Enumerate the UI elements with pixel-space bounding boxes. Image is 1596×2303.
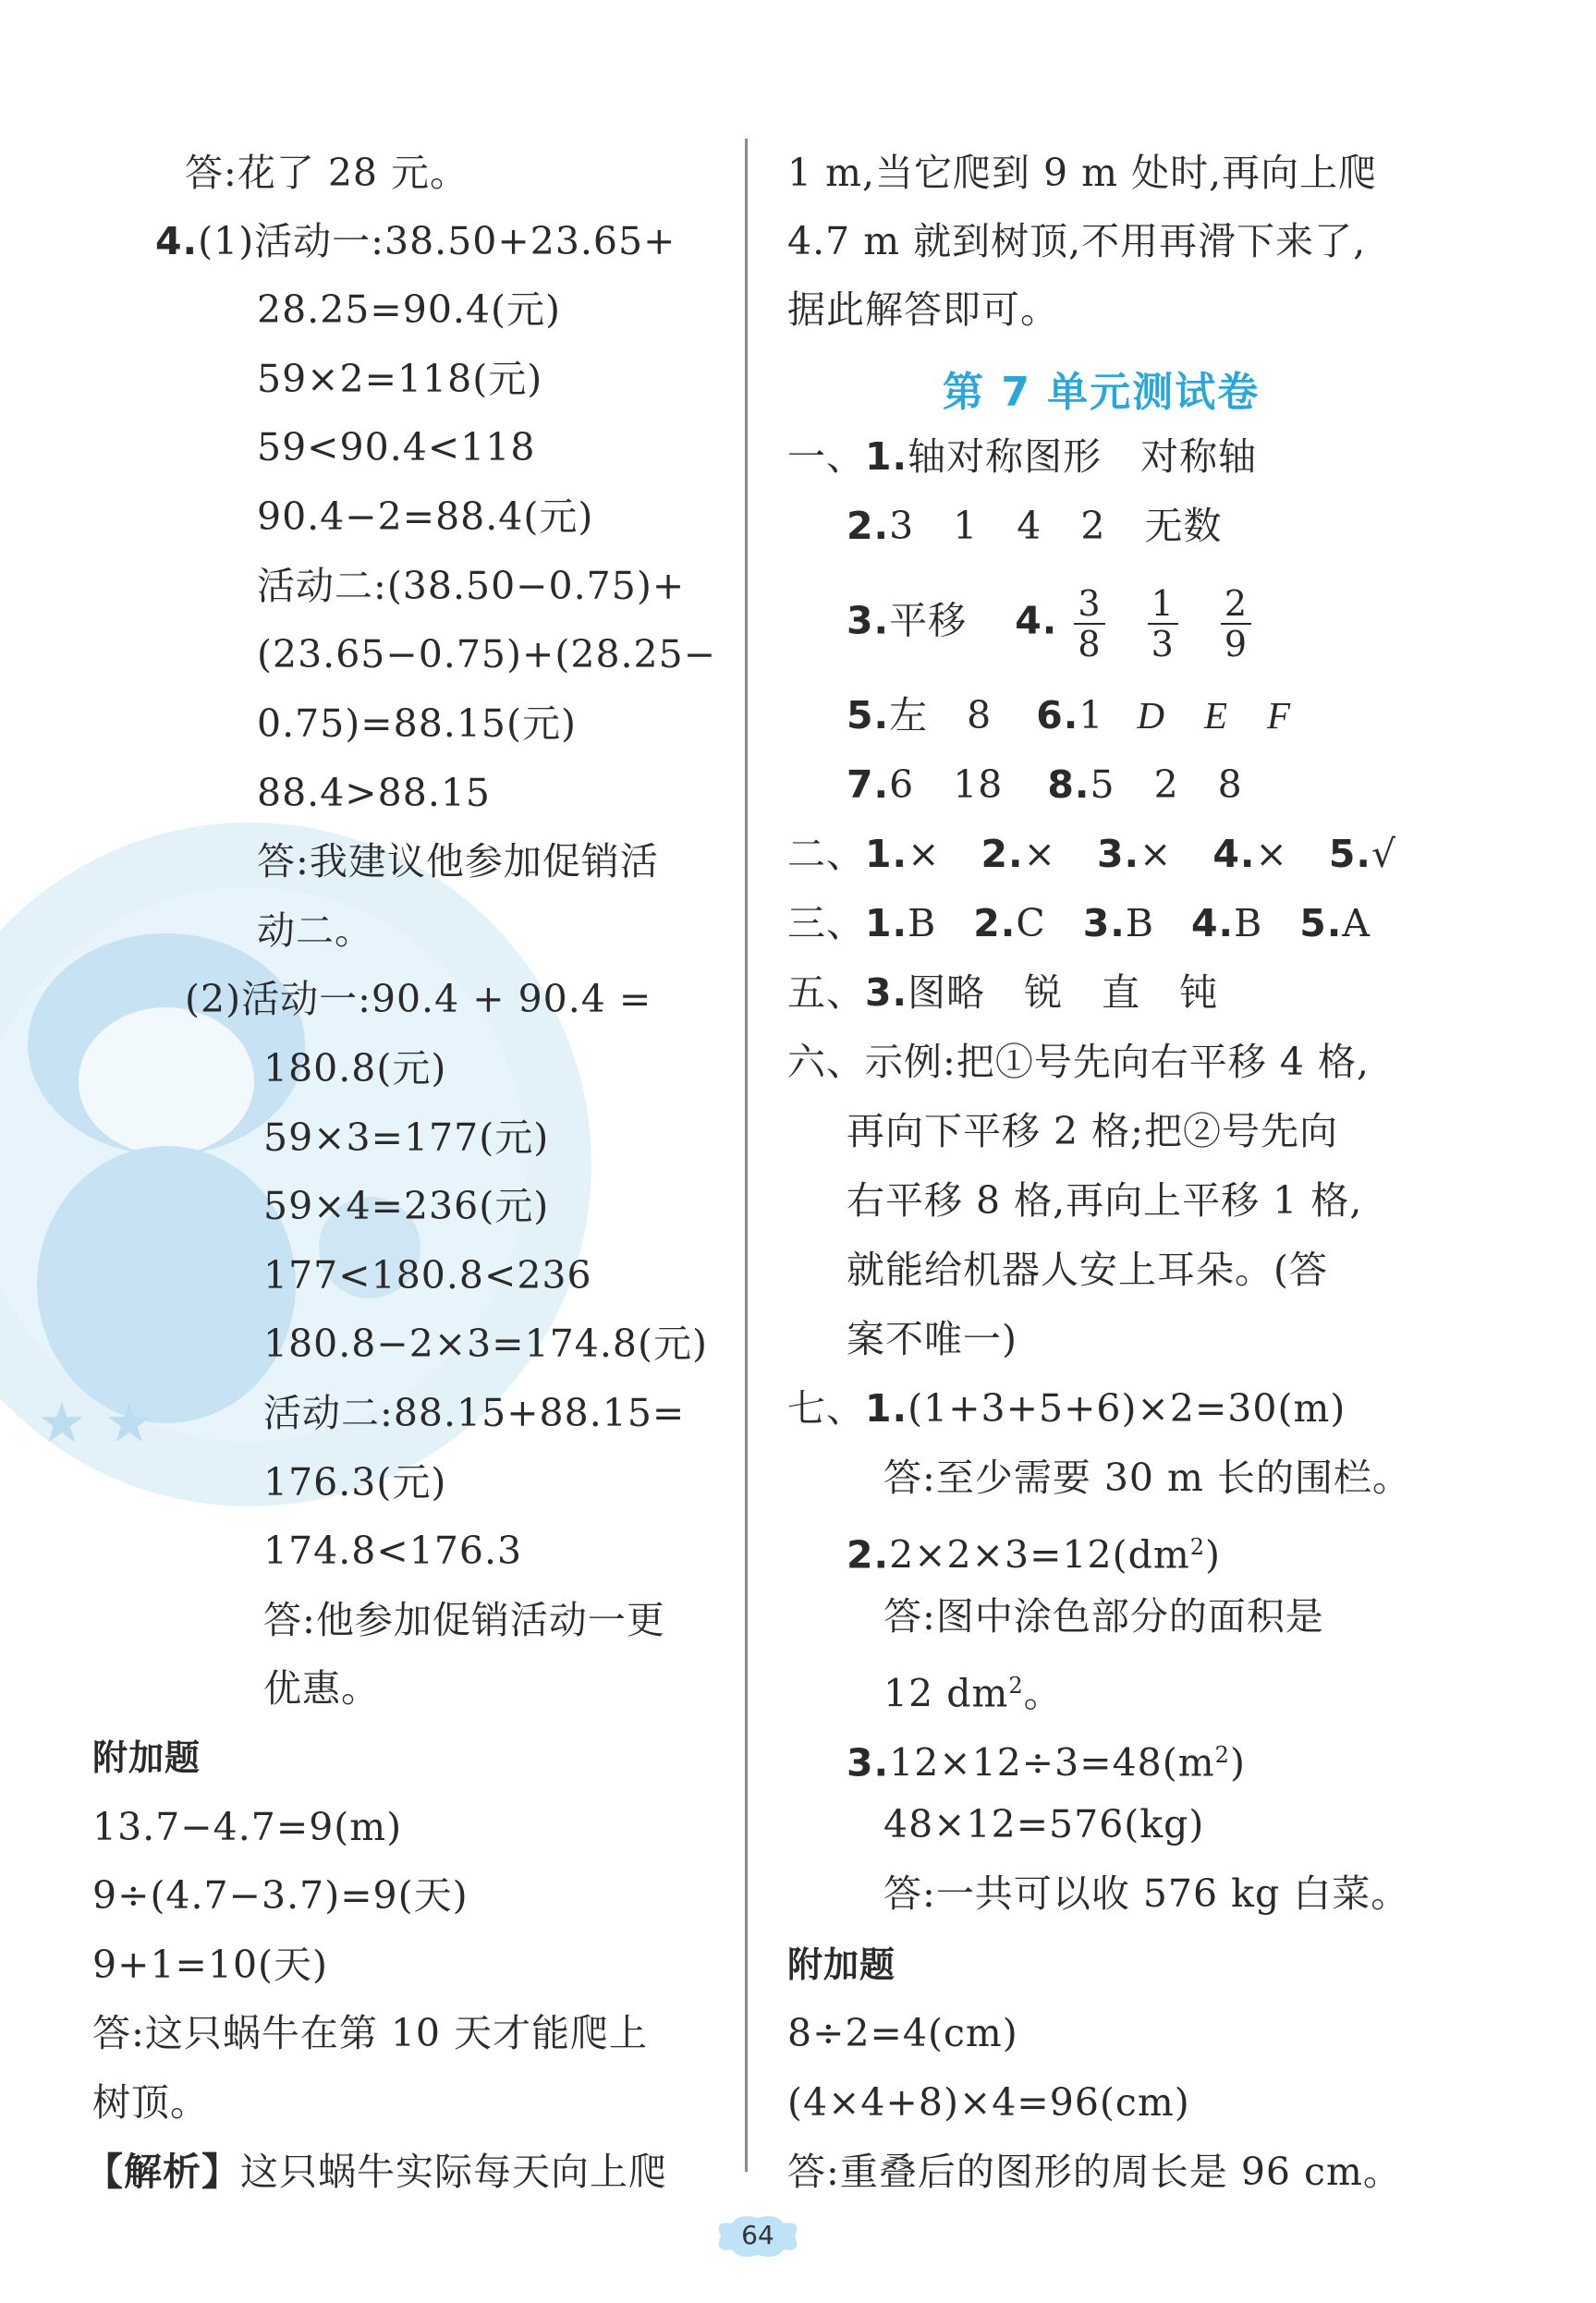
answer-line: 答:这只蜗牛在第 10 天才能爬上	[92, 2011, 649, 2055]
question-line	[847, 1520, 1221, 1582]
question-line	[847, 1728, 1246, 1790]
question-number: 3.	[847, 1740, 890, 1785]
question-answer-letters: D E F	[1137, 694, 1292, 737]
question-3-4-line	[847, 584, 1277, 664]
question-number: 5.	[1328, 832, 1371, 876]
answer-line: 答:他参加促销活动一更	[263, 1598, 665, 1642]
analysis-line: 4.7 m 就到树顶,不用再滑下来了,	[787, 219, 1367, 263]
question-number: 6.	[1036, 693, 1079, 737]
bonus-title: 附加题	[787, 1944, 896, 1985]
bonus-title: 附加题	[92, 1737, 201, 1778]
question-answer: 12×12÷3=48(m	[889, 1740, 1215, 1785]
question-answer: 3 1 4 2 无数	[889, 504, 1223, 548]
question-number: 7.	[847, 762, 890, 807]
unit-test-heading: 第 7 单元测试卷	[943, 369, 1261, 416]
section-6-line: 再向下平移 2 格;把②号先向	[847, 1109, 1338, 1153]
solution-line: 9+1=10(天)	[92, 1943, 329, 1987]
solution-line: 13.7−4.7=9(m)	[92, 1805, 403, 1849]
solution-line: 88.4>88.15	[257, 771, 492, 815]
section-6-line: 就能给机器人安上耳朵。(答	[847, 1248, 1328, 1292]
question-answer: 左 8	[889, 693, 993, 737]
question-answer: 1	[1078, 693, 1104, 737]
exponent: 2	[1189, 1534, 1205, 1560]
question-number: 1.	[865, 1386, 908, 1431]
question-number: 3.	[865, 970, 908, 1015]
question-number: 2.	[847, 504, 890, 548]
question-answer: C	[1016, 901, 1046, 945]
exponent: 2	[1214, 1742, 1230, 1768]
solution-line: 177<180.8<236	[263, 1253, 592, 1298]
solution-line: 180.8−2×3=174.8(元)	[263, 1322, 708, 1366]
fraction	[1074, 584, 1104, 664]
question-answer: ×	[908, 832, 941, 876]
solution-line: 9÷(4.7−3.7)=9(天)	[92, 1873, 469, 1918]
analysis-line: 1 m,当它爬到 9 m 处时,再向上爬	[787, 151, 1378, 195]
solution-line: 28.25=90.4(元)	[257, 287, 562, 332]
question-answer: B	[1234, 901, 1263, 945]
question-answer: B	[908, 901, 937, 945]
answer-line: 树顶。	[92, 2080, 209, 2125]
solution-line: 活动二:88.15+88.15=	[263, 1391, 686, 1435]
question-number: 1.	[865, 434, 908, 479]
section-prefix: 二、	[787, 832, 865, 876]
question-5-6-line	[847, 688, 1291, 742]
question-2-line	[847, 499, 1222, 553]
question-answer: 轴对称图形 对称轴	[908, 434, 1258, 479]
question-number: 1.	[865, 832, 908, 876]
answer-line: 动二。	[257, 908, 373, 953]
answer-line: 答:我建议他参加促销活	[257, 839, 659, 883]
answer-line: 答:重叠后的图形的周长是 96 cm。	[787, 2150, 1402, 2194]
exponent: 2	[1008, 1673, 1024, 1699]
page-number-badge	[712, 2211, 804, 2262]
question-number: 1.	[865, 901, 908, 945]
question-number: 5.	[1299, 901, 1343, 945]
solution-line: (4×4+8)×4=96(cm)	[787, 2080, 1190, 2125]
question-number: 5.	[847, 693, 890, 737]
answer-line: 优惠。	[263, 1666, 380, 1711]
question-number: 3.	[1082, 901, 1126, 945]
denominator: 9	[1224, 624, 1249, 664]
section-prefix: 一、	[787, 434, 865, 479]
section-5-line	[787, 966, 1218, 1019]
section-prefix: 七、	[787, 1386, 865, 1431]
solution-line: 90.4−2=88.4(元)	[257, 494, 594, 539]
solution-line: 59<90.4<118	[257, 425, 536, 469]
question-number: 3.	[1096, 832, 1140, 876]
section-6-line: 右平移 8 格,再向上平移 1 格,	[847, 1178, 1363, 1223]
section-6-line: 案不唯一)	[847, 1317, 1017, 1361]
answer-line: 答:花了 28 元。	[185, 151, 469, 195]
solution-line: 59×3=177(元)	[263, 1115, 550, 1160]
section-1-line	[787, 430, 1257, 483]
section-2-line	[787, 827, 1396, 881]
question-answer: ×	[1139, 832, 1173, 876]
analysis-text: 这只蜗牛实际每天向上爬	[240, 2150, 667, 2194]
denominator: 8	[1078, 624, 1102, 664]
solution-line: 59×4=236(元)	[263, 1184, 550, 1228]
question-number: 3.	[847, 598, 890, 643]
analysis-line	[85, 2145, 667, 2199]
period: 。	[1023, 1671, 1063, 1716]
section-6-line: 六、示例:把①号先向右平移 4 格,	[787, 1040, 1370, 1084]
analysis-line: 据此解答即可。	[787, 287, 1059, 332]
answer-text: 12 dm	[883, 1671, 1009, 1716]
denominator: 3	[1151, 624, 1175, 664]
section-prefix: 五、	[787, 970, 865, 1015]
answer-line	[883, 1659, 1063, 1721]
analysis-tag: 【解析】	[85, 2150, 240, 2194]
question-answer: 2×2×3=12(dm	[889, 1532, 1190, 1578]
solution-line: 8÷2=4(cm)	[787, 2011, 1018, 2055]
answer-line: 答:一共可以收 576 kg 白菜。	[883, 1871, 1410, 1916]
numerator: 3	[1074, 584, 1104, 625]
section-7-line	[787, 1382, 1346, 1435]
question-4-line	[155, 214, 676, 268]
question-answer: A	[1342, 901, 1371, 945]
solution-line: 176.3(元)	[263, 1460, 447, 1505]
question-number: 4.	[1015, 598, 1058, 643]
question-number: 4.	[155, 219, 199, 263]
section-3-line	[787, 896, 1371, 950]
solution-line: 174.8<176.3	[263, 1529, 523, 1573]
question-text: (1)活动一:38.50+23.65+	[198, 219, 676, 263]
question-answer: √	[1371, 832, 1397, 876]
solution-line: 59×2=118(元)	[257, 357, 543, 401]
question-answer: B	[1125, 901, 1154, 945]
section-prefix: 三、	[787, 901, 865, 945]
question-answer: ×	[1255, 832, 1288, 876]
numerator: 1	[1148, 584, 1178, 625]
question-number: 2.	[973, 901, 1017, 945]
svg-text:★ ★: ★ ★	[37, 1391, 154, 1456]
close-paren: )	[1205, 1532, 1221, 1578]
solution-line: 0.75)=88.15(元)	[257, 701, 578, 746]
solution-line: (2)活动一:90.4 + 90.4 =	[185, 977, 652, 1021]
question-answer: 5 2 8	[1090, 762, 1243, 807]
page-number: 64	[741, 2220, 774, 2250]
solution-line: 48×12=576(kg)	[883, 1802, 1205, 1846]
answer-line: 答:至少需要 30 m 长的围栏。	[883, 1456, 1411, 1500]
question-answer: 图略 锐 直 钝	[908, 970, 1219, 1015]
question-answer: 6 18	[889, 762, 1004, 807]
question-number: 4.	[1212, 832, 1256, 876]
solution-line: 活动二:(38.50−0.75)+	[257, 564, 686, 608]
solution-line: (23.65−0.75)+(28.25−	[257, 632, 717, 676]
answer-line: 答:图中涂色部分的面积是	[883, 1594, 1324, 1639]
solution-line: 180.8(元)	[263, 1046, 447, 1091]
numerator: 2	[1221, 584, 1251, 625]
question-number: 4.	[1190, 901, 1235, 945]
question-number: 2.	[847, 1532, 890, 1578]
fraction	[1148, 584, 1178, 664]
question-number: 2.	[981, 832, 1024, 876]
question-number: 8.	[1047, 762, 1090, 807]
question-7-8-line	[847, 758, 1243, 811]
question-answer: (1+3+5+6)×2=30(m)	[908, 1386, 1346, 1431]
column-divider	[745, 139, 748, 2172]
close-paren: )	[1229, 1740, 1246, 1785]
fraction	[1221, 584, 1251, 664]
question-answer: 平移	[889, 598, 968, 643]
question-answer: ×	[1023, 832, 1056, 876]
